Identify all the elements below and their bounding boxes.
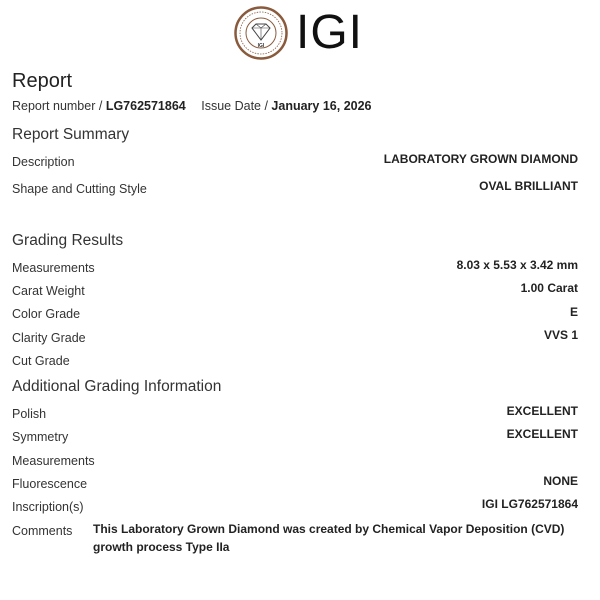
report-summary-heading: Report Summary [12, 126, 130, 143]
additional-grading-heading: Additional Grading Information [12, 378, 222, 395]
measurements-label: Measurements [12, 261, 95, 275]
clarity-grade-value: VVS 1 [543, 328, 578, 342]
polish-value: EXCELLENT [506, 404, 578, 418]
measurements-value: 8.03 x 5.53 x 3.42 mm [456, 258, 578, 272]
carat-weight-label: Carat Weight [12, 284, 85, 298]
color-grade-label: Color Grade [12, 307, 81, 321]
additional-measurements-label: Measurements [12, 454, 95, 468]
brand-wordmark: IGI [296, 6, 364, 59]
issue-date-label: Issue Date / [201, 99, 268, 113]
description-label: Description [12, 155, 75, 169]
issue-date: January 16, 2026 [271, 99, 372, 113]
shape-value: OVAL BRILLIANT [479, 179, 578, 193]
igi-logo [234, 6, 363, 60]
comments-label: Comments [12, 524, 73, 538]
report-title: Report [12, 70, 73, 92]
fluorescence-label: Fluorescence [12, 477, 88, 491]
clarity-grade-label: Clarity Grade [12, 331, 86, 345]
inscription-value: IGI LG762571864 [481, 497, 578, 511]
color-grade-value: E [569, 305, 578, 319]
polish-label: Polish [12, 407, 47, 421]
symmetry-value: EXCELLENT [506, 427, 578, 441]
report-number: LG762571864 [105, 99, 186, 113]
shape-label: Shape and Cutting Style [12, 182, 147, 196]
report-number-label: Report number / [12, 99, 103, 113]
cut-grade-label: Cut Grade [12, 354, 70, 368]
svg-text:IGI: IGI [257, 43, 265, 49]
igi-seal-icon [234, 6, 288, 60]
fluorescence-value: NONE [543, 474, 578, 488]
carat-weight-value: 1.00 Carat [520, 281, 578, 295]
comments-text: This Laboratory Grown Diamond was created by Chemical Vapor Deposition (CVD) growth process Type IIa [93, 522, 565, 554]
symmetry-label: Symmetry [12, 430, 69, 444]
grading-results-heading: Grading Results [12, 232, 124, 249]
description-value: LABORATORY GROWN DIAMOND [383, 152, 578, 166]
inscription-label: Inscription(s) [12, 500, 84, 514]
report-meta [12, 99, 372, 113]
